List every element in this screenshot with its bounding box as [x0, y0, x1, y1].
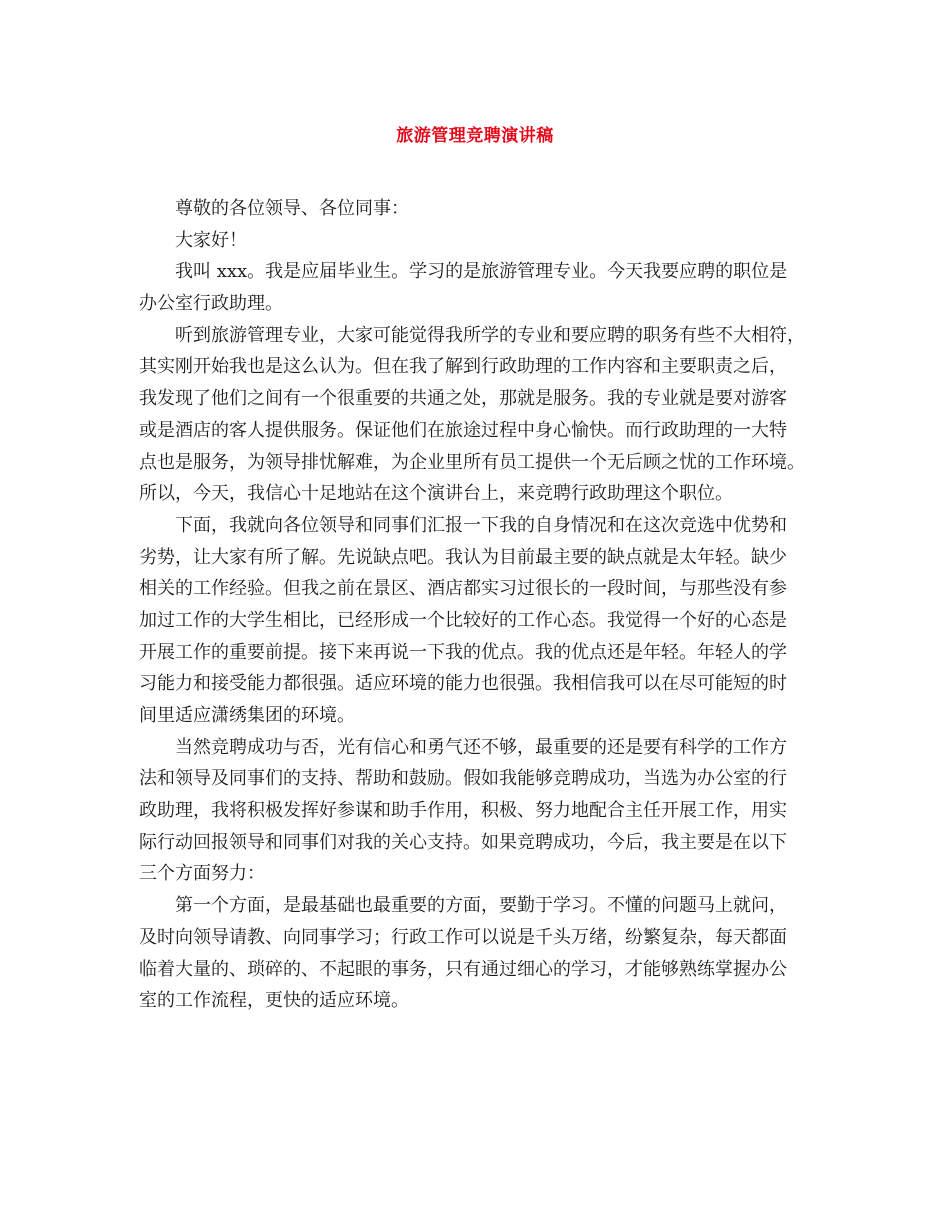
- text-line: 所以，今天，我信心十足地站在这个演讲台上，来竞聘行政助理这个职位。: [139, 483, 733, 505]
- paragraph-greeting: [139, 225, 815, 257]
- text-line: 际行动回报领导和同事们对我的关心支持。如果竞聘成功，今后，我主要是在以下: [139, 831, 787, 853]
- document-title: 旅游管理竞聘演讲稿: [396, 126, 554, 146]
- text-line: 第一个方面，是最基础也最重要的方面，要勤于学习。不懂的问题马上就问，: [175, 895, 787, 917]
- text-line: 当然竞聘成功与否，光有信心和勇气还不够，最重要的还是要有科学的工作方: [175, 736, 787, 758]
- paragraph-strengths-weaknesses: [139, 510, 815, 732]
- text-line: 三个方面努力：: [139, 863, 265, 885]
- text-line: 加过工作的大学生相比，已经形成一个比较好的工作心态。我觉得一个好的心态是: [139, 609, 787, 631]
- text-line: 间里适应潇绣集团的环境。: [139, 705, 355, 726]
- text-line: 或是酒店的客人提供服务。保证他们在旅途过程中身心愉快。而行政助理的一大特: [139, 419, 787, 441]
- text-line: 临着大量的、琐碎的、不起眼的事务，只有通过细心的学习，才能够熟练掌握办公: [139, 958, 787, 980]
- paragraph-first-aspect: [139, 890, 815, 1017]
- text-line: 室的工作流程，更快的适应环境。: [139, 990, 409, 1012]
- document-body: [139, 193, 815, 1017]
- text-line: 相关的工作经验。但我之前在景区、酒店都实习过很长的一段时间，与那些没有参: [139, 578, 787, 600]
- text-line: 其实刚开始我也是这么认为。但在我了解到行政助理的工作内容和主要职责之后，: [139, 356, 787, 378]
- text-line: 下面，我就向各位领导和同事们汇报一下我的自身情况和在这次竞选中优势和: [175, 514, 787, 536]
- text-line: 及时向领导请教、向同事学习；行政工作可以说是千头万绪，纷繁复杂，每天都面: [139, 926, 787, 948]
- text-line: 办公室行政助理。: [139, 293, 283, 315]
- paragraph-introduction: [139, 256, 815, 319]
- text-line: 习能力和接受能力都很强。适应环境的能力也很强。我相信我可以在尽可能短的时: [139, 673, 787, 695]
- text-line: 我发现了他们之间有一个很重要的共通之处，那就是服务。我的专业就是要对游客: [139, 388, 787, 410]
- text-line: 点也是服务，为领导排忧解难，为企业里所有员工提供一个无后顾之忧的工作环境。: [139, 451, 805, 473]
- text-line: 政助理，我将积极发挥好参谋和助手作用，积极、努力地配合主任开展工作，用实: [139, 800, 787, 822]
- text-line: 劣势，让大家有所了解。先说缺点吧。我认为目前最主要的缺点就是太年轻。缺少: [139, 546, 787, 568]
- paragraph-salutation: [139, 193, 815, 225]
- text-line: 大家好！: [175, 229, 247, 251]
- text-line: 我叫 xxx。我是应届毕业生。学习的是旅游管理专业。今天我要应聘的职位是: [175, 261, 788, 283]
- text-line: 法和领导及同事们的支持、帮助和鼓励。假如我能够竞聘成功，当选为办公室的行: [139, 768, 787, 790]
- text-line: 听到旅游管理专业，大家可能觉得我所学的专业和要应聘的职务有些不大相符，: [175, 324, 805, 346]
- paragraph-major-relevance: [139, 320, 815, 510]
- text-line: 尊敬的各位领导、各位同事：: [175, 198, 409, 219]
- paragraph-commitment: [139, 732, 815, 890]
- text-line: 开展工作的重要前提。接下来再说一下我的优点。我的优点还是年轻。年轻人的学: [139, 641, 787, 663]
